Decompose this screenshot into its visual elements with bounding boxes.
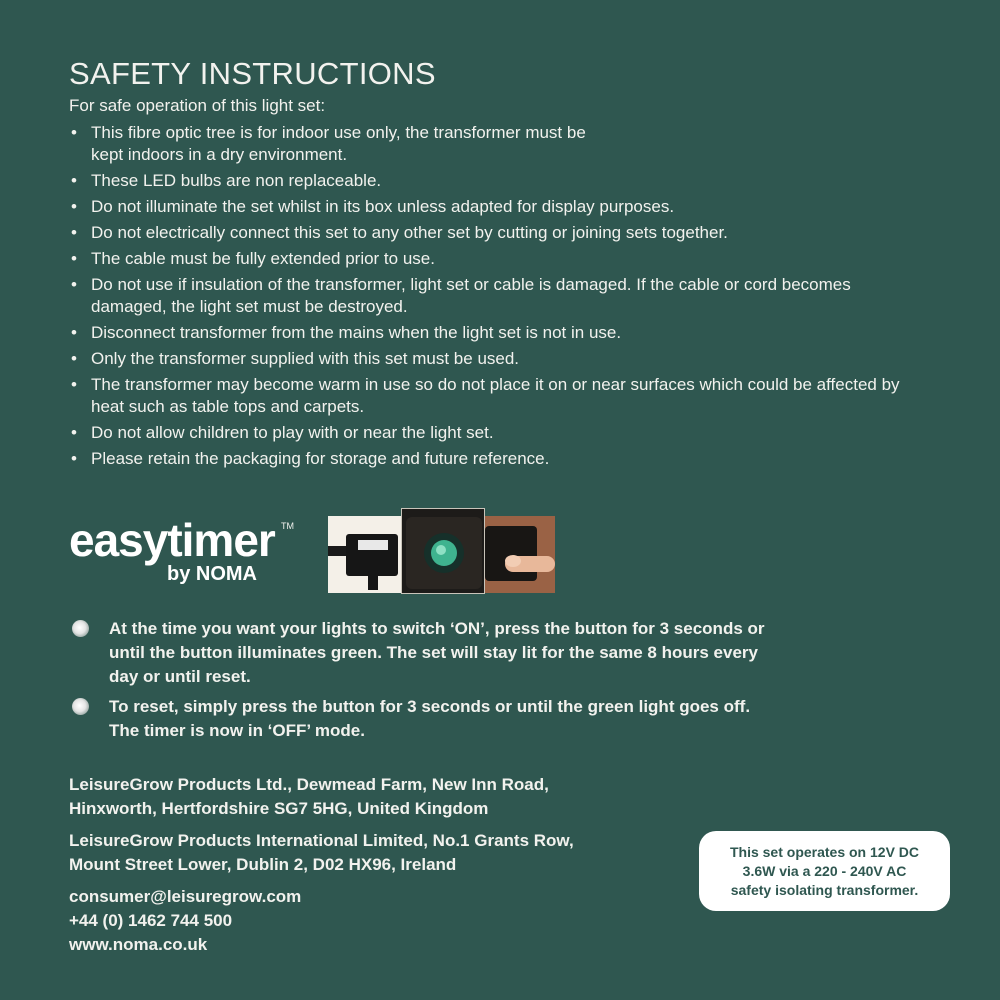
- phone-number: +44 (0) 1462 744 500: [69, 911, 233, 930]
- list-item: • Do not illuminate the set whilst in its box unless adapted for display purposes.: [69, 196, 929, 218]
- address-line: LeisureGrow Products Ltd., Dewmead Farm, New Inn Road,: [69, 775, 549, 794]
- email-link[interactable]: consumer@leisuregrow.com: [69, 887, 302, 906]
- green-button-photo: [401, 508, 485, 594]
- list-item: • Do not use if insulation of the transformer, light set or cable is damaged. If the cable or cord becomes damaged, the light set must be destroyed.: [69, 274, 929, 318]
- address-line: Mount Street Lower, Dublin 2, D02 HX96, Ireland: [69, 855, 457, 874]
- rule-line: kept indoors in a dry environment.: [91, 145, 348, 164]
- badge-line: safety isolating transformer.: [730, 881, 919, 898]
- address-line: LeisureGrow Products International Limited, No.1 Grants Row,: [69, 831, 574, 850]
- ie-address: [69, 829, 669, 877]
- bullet-light-icon: [72, 698, 89, 715]
- timer-step-text: At the time you want your lights to switch ‘ON’, press the button for 3 seconds or until the button illuminates green. The set will stay lit for the same 8 hours every day or until reset.: [109, 619, 765, 686]
- list-item: [69, 617, 769, 689]
- list-item: • Do not electrically connect this set to any other set by cutting or joining sets together.: [69, 222, 929, 244]
- page-title: SAFETY INSTRUCTIONS: [69, 56, 436, 91]
- badge-line: This set operates on 12V DC: [729, 843, 920, 860]
- uk-address: [69, 773, 669, 821]
- easytimer-logo: [69, 515, 299, 590]
- website-link[interactable]: www.noma.co.uk: [69, 935, 208, 954]
- list-item: • The cable must be fully extended prior to use.: [69, 248, 929, 270]
- logo-byline: by NOMA: [167, 563, 257, 585]
- bullet-light-icon: [72, 620, 89, 637]
- list-item: [69, 695, 769, 743]
- transformer-photo: [328, 516, 401, 593]
- list-item: • The transformer may become warm in use so do not place it on or near surfaces which could be affected by heat such as table tops and carpets.: [69, 374, 929, 418]
- list-item: • Only the transformer supplied with this set must be used.: [69, 348, 929, 370]
- list-item: [69, 122, 929, 166]
- timer-instructions: [69, 617, 769, 749]
- list-item: • Do not allow children to play with or near the light set.: [69, 422, 929, 444]
- safety-rules-list: [69, 122, 929, 474]
- address-line: Hinxworth, Hertfordshire SG7 5HG, United Kingdom: [69, 799, 489, 818]
- intro-text: For safe operation of this light set:: [69, 96, 326, 115]
- finger-press-photo: [485, 516, 555, 593]
- list-item: • Disconnect transformer from the mains when the light set is not in use.: [69, 322, 929, 344]
- contact-info: [69, 885, 301, 957]
- logo-wordmark: easytimer: [69, 514, 275, 566]
- rule-line: This fibre optic tree is for indoor use only, the transformer must be: [91, 123, 586, 142]
- trademark-mark: TM: [281, 521, 294, 531]
- list-item: • These LED bulbs are non replaceable.: [69, 170, 929, 192]
- list-item: • Please retain the packaging for storage and future reference.: [69, 448, 929, 470]
- timer-step-text: To reset, simply press the button for 3 seconds or until the green light goes off. The timer is now in ‘OFF’ mode.: [109, 697, 751, 740]
- badge-line: 3.6W via a 220 - 240V AC: [742, 862, 907, 879]
- power-spec-badge: [699, 831, 950, 911]
